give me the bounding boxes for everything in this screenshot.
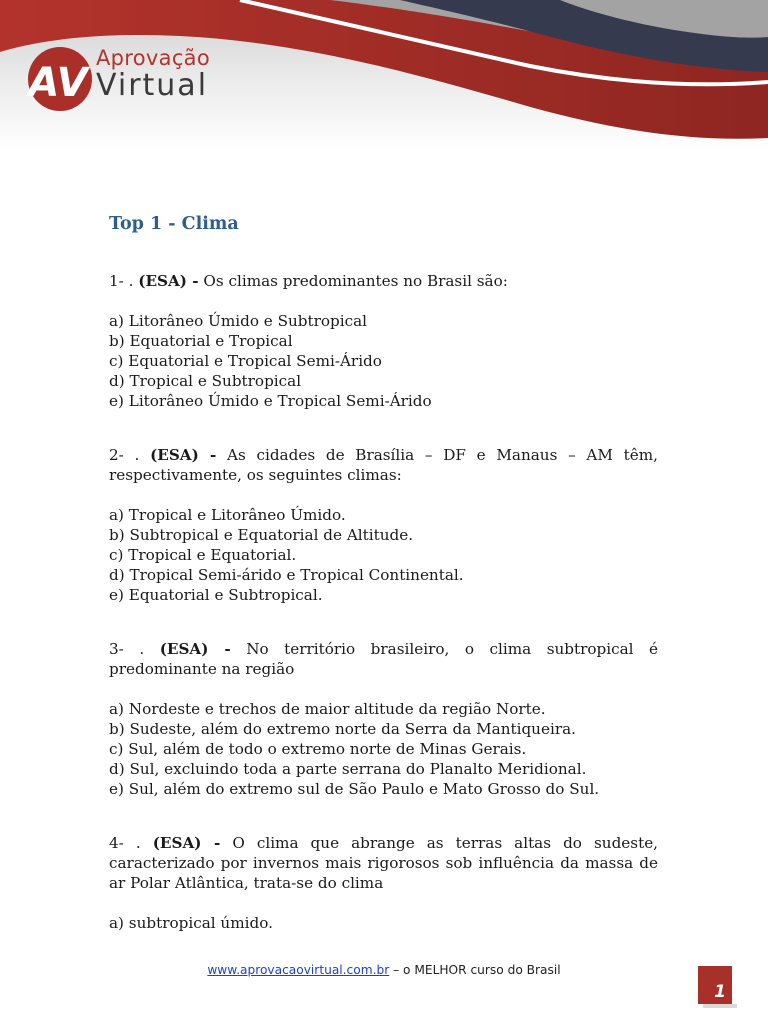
question-1 (109, 271, 658, 411)
question-stem (109, 445, 658, 485)
page-title: Top 1 - Clima (109, 214, 239, 234)
option-e: e) Equatorial e Subtropical. (109, 586, 323, 604)
options-list (109, 311, 658, 411)
options-list (109, 699, 658, 799)
options-list (109, 913, 658, 933)
question-3 (109, 639, 658, 799)
option-a: a) subtropical úmido. (109, 914, 273, 932)
option-a: a) Tropical e Litorâneo Úmido. (109, 506, 346, 524)
question-source: (ESA) - (150, 446, 217, 464)
question-number: 2- . (109, 446, 151, 464)
option-a: a) Litorâneo Úmido e Subtropical (109, 312, 368, 330)
question-stem (109, 639, 658, 679)
option-b: b) Subtropical e Equatorial de Altitude. (109, 526, 414, 544)
option-b: b) Sudeste, além do extremo norte da Serra da Mantiqueira. (109, 720, 576, 738)
option-e: e) Litorâneo Úmido e Tropical Semi-Árido (109, 392, 432, 410)
question-source: (ESA) - (138, 272, 199, 290)
page-badge-shadow (703, 1004, 737, 1008)
question-2 (109, 445, 658, 605)
option-c: c) Tropical e Equatorial. (109, 546, 297, 564)
logo-mark: AV (28, 60, 88, 106)
options-list (109, 505, 658, 605)
question-source: (ESA) - (159, 640, 231, 658)
option-d: d) Tropical Semi-árido e Tropical Continental. (109, 566, 464, 584)
option-d: d) Sul, excluindo toda a parte serrana do Planalto Meridional. (109, 760, 587, 778)
option-a: a) Nordeste e trechos de maior altitude da região Norte. (109, 700, 546, 718)
question-number: 1- . (109, 272, 139, 290)
question-number: 4- . (109, 834, 153, 852)
header-banner (0, 0, 768, 150)
page-number: 1 (714, 982, 726, 1002)
question-stem (109, 833, 658, 893)
logo-line1: Aprovação (96, 46, 210, 70)
option-b: b) Equatorial e Tropical (109, 332, 293, 350)
option-e: e) Sul, além do extremo sul de São Paulo e Mato Grosso do Sul. (109, 780, 600, 798)
footer (0, 963, 768, 977)
question-text: No território brasileiro, o clima subtropical é predominante na região (109, 640, 659, 678)
option-c: c) Sul, além de todo o extremo norte de Minas Gerais. (109, 740, 527, 758)
question-text: As cidades de Brasília – DF e Manaus – AM têm, respectivamente, os seguintes climas: (109, 446, 658, 484)
document-body (109, 212, 658, 967)
logo-line2: Virtual (96, 68, 209, 103)
page-number-badge (698, 966, 732, 1004)
logo-wordmark (96, 48, 210, 101)
question-source: (ESA) - (152, 834, 221, 852)
question-number: 3- . (109, 640, 160, 658)
option-d: d) Tropical e Subtropical (109, 372, 302, 390)
question-text: O clima que abrange as terras altas do sudeste, caracterizado por invernos mais rigorosos sob influência da massa de ar Polar Atlântica, trata-se do clima (109, 834, 659, 892)
footer-tagline: – o MELHOR curso do Brasil (389, 963, 561, 977)
option-c: c) Equatorial e Tropical Semi-Árido (109, 352, 382, 370)
footer-link[interactable]: www.aprovacaovirtual.com.br (207, 963, 390, 977)
question-stem (109, 271, 658, 291)
question-4 (109, 833, 658, 933)
question-text: Os climas predominantes no Brasil são: (198, 272, 508, 290)
